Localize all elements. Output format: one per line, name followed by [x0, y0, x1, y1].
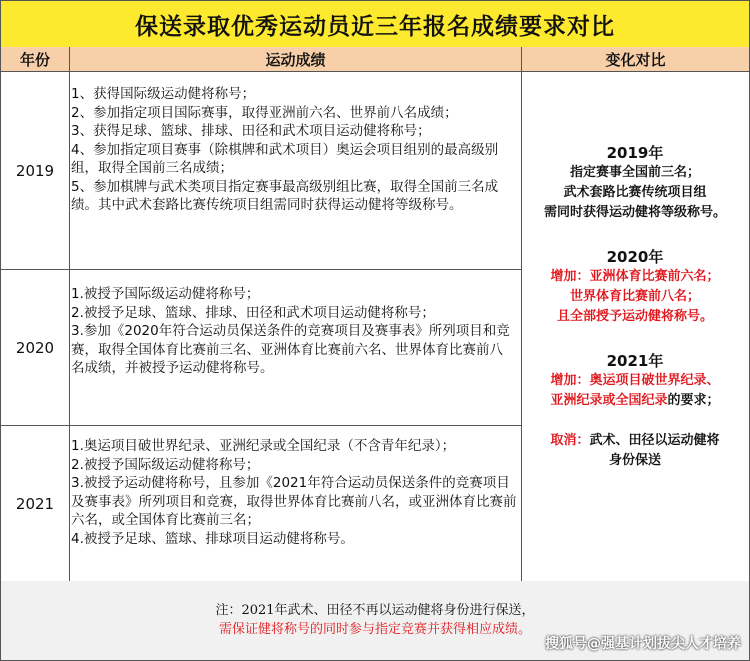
requirement-line: 2.被授予国际级运动健将称号； — [71, 456, 260, 473]
compare-line: 增加：奥运项目破世界纪录、 — [550, 373, 720, 388]
year-cell-2020: 2020 — [15, 338, 55, 357]
header-performance: 运动成绩 — [70, 47, 521, 72]
requirement-line: 2、参加指定项目国际赛事，取得亚洲前六名、世界前八名成绩； — [71, 104, 458, 121]
performance-cell-2020 — [71, 285, 511, 378]
requirement-line: 1.被授予国际级运动健将称号； — [71, 286, 260, 302]
compare-year-2021: 2021年 — [606, 352, 664, 370]
compare-text: 武术、田径以运动健将 — [589, 433, 720, 448]
header-comparison: 变化对比 — [522, 47, 749, 72]
compare-line: 武术套路比赛传统项目组 — [563, 185, 707, 200]
note-line: 注：2021年武术、田径不再以运动健将身份进行保送， — [215, 603, 535, 618]
requirement-line: 3.被授予运动健将称号，且参加《2021年符合运动员保送条件的竞赛项目及赛事表》所列项目和竞赛，取得世界体育比赛前八名，或亚洲体育比赛前六名，或全国体育比赛前三名； — [71, 475, 517, 528]
compare-line: 指定赛事全国前三名； — [569, 165, 700, 180]
requirement-line: 3.参加《2020年符合运动员保送条件的竞赛项目及赛事表》所列项目和竞赛，取得全国体育比赛前三名、亚洲体育比赛前六名、世界体育比赛前八名成绩，并被授予运动健将称号。 — [71, 323, 510, 376]
requirement-line: 1、获得国际级运动健将称号； — [71, 86, 256, 102]
compare-line — [523, 391, 747, 411]
requirement-line: 4、参加指定项目赛事（除棋牌和武术项目）奥运会项目组别的最高级别组，取得全国前三名成绩； — [71, 141, 499, 176]
compare-line: 增加：亚洲体育比赛前六名； — [550, 269, 720, 284]
cancel-label: 取消： — [550, 433, 590, 448]
row-divider — [1, 425, 521, 426]
performance-cell-2021 — [71, 437, 517, 548]
column-divider — [69, 47, 70, 581]
compare-highlight: 亚洲纪录或全国纪录 — [550, 393, 668, 408]
requirement-line: 2.被授予足球、篮球、排球、田径和武术项目运动健将称号； — [71, 304, 435, 321]
compare-year-2020: 2020年 — [606, 248, 664, 266]
compare-line: 世界体育比赛前八名； — [569, 289, 700, 304]
year-cell-2021: 2021 — [15, 494, 55, 513]
compare-line: 且全部授予运动健将称号。 — [556, 309, 713, 324]
header-year: 年份 — [1, 47, 69, 72]
requirement-line: 4.被授予足球、篮球、排球项目运动健将称号。 — [71, 530, 354, 547]
row-divider — [1, 269, 521, 270]
watermark-text: 搜狐号@强基计划拔尖人才培养 — [545, 636, 741, 652]
requirement-line: 5、参加棋牌与武术类项目指定赛事最高级别组比赛，取得全国前三名成绩。其中武术套路比赛传统项目组需同时获得运动健将等级称号。 — [71, 178, 499, 213]
note-line: 需保证健将称号的同时参与指定竞赛并获得相应成绩。 — [218, 622, 531, 637]
performance-cell-2019 — [71, 85, 517, 215]
compare-line — [523, 431, 747, 451]
compare-line: 身份保送 — [608, 453, 661, 468]
table-title: 保送录取优秀运动员近三年报名成绩要求对比 — [1, 1, 749, 48]
comparison-cell — [523, 73, 747, 581]
requirement-line: 1.奥运项目破世界纪录、亚洲纪录或全国纪录（不含青年纪录）； — [71, 438, 456, 454]
requirement-line: 3、获得足球、篮球、排球、田径和武术项目运动健将称号； — [71, 123, 431, 139]
year-cell-2019: 2019 — [15, 161, 55, 180]
column-divider — [521, 47, 522, 581]
compare-year-2019: 2019年 — [606, 144, 664, 162]
compare-text: 的要求； — [667, 393, 720, 408]
compare-line: 需同时获得运动健将等级称号。 — [543, 205, 726, 220]
